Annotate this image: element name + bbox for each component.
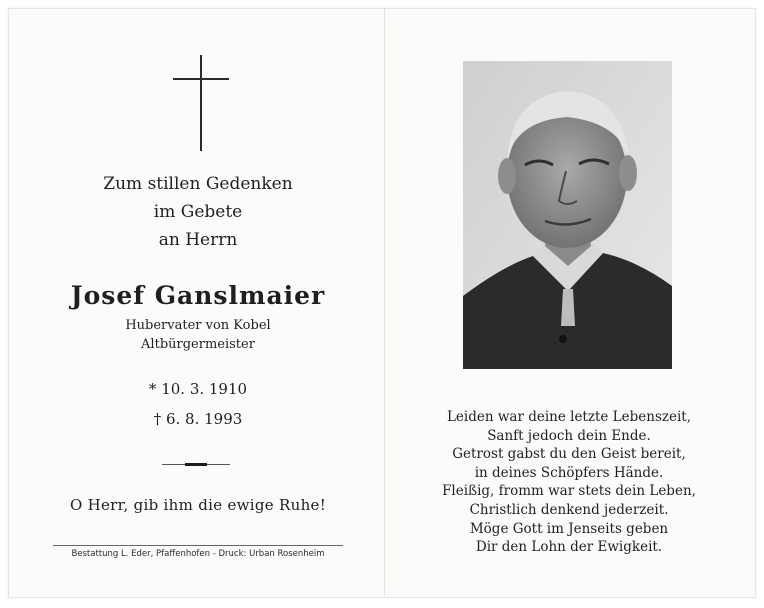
- poem-line: Möge Gott im Jenseits geben: [469, 520, 669, 537]
- memorial-intro: [48, 170, 348, 254]
- poem-line: in deines Schöpfers Hände.: [474, 464, 664, 481]
- footer-divider: [53, 545, 343, 546]
- death-date: † 6. 8. 1993: [153, 410, 243, 428]
- intro-line: im Gebete: [153, 202, 243, 222]
- memorial-poem: [405, 408, 733, 557]
- ornament-divider: [162, 463, 230, 467]
- printer-credit: Bestattung L. Eder, Pfaffenhofen - Druck: Urban Rosenheim: [71, 549, 325, 559]
- title-line: Altbürgermeister: [141, 337, 255, 352]
- prayer-text: O Herr, gib ihm die ewige Ruhe!: [69, 496, 327, 514]
- life-dates: [98, 374, 298, 434]
- title-line: Hubervater von Kobel: [125, 318, 271, 333]
- poem-line: Christlich denkend jederzeit.: [469, 501, 669, 518]
- deceased-titles: [48, 316, 348, 354]
- intro-line: Zum stillen Gedenken: [103, 174, 293, 194]
- birth-date: * 10. 3. 1910: [148, 380, 248, 398]
- left-panel: [8, 8, 384, 596]
- intro-line: an Herrn: [158, 230, 238, 250]
- deceased-name: Josef Ganslmaier: [70, 281, 326, 310]
- right-panel: [385, 8, 754, 596]
- portrait-photo: [463, 61, 672, 369]
- poem-line: Getrost gabst du den Geist bereit,: [452, 446, 686, 463]
- poem-line: Leiden war deine letzte Lebenszeit,: [446, 409, 692, 425]
- cross-icon: [173, 55, 229, 151]
- poem-line: Fleißig, fromm war stets dein Leben,: [442, 483, 696, 500]
- poem-line: Dir den Lohn der Ewigkeit.: [475, 539, 663, 556]
- poem-line: Sanft jedoch dein Ende.: [487, 427, 651, 444]
